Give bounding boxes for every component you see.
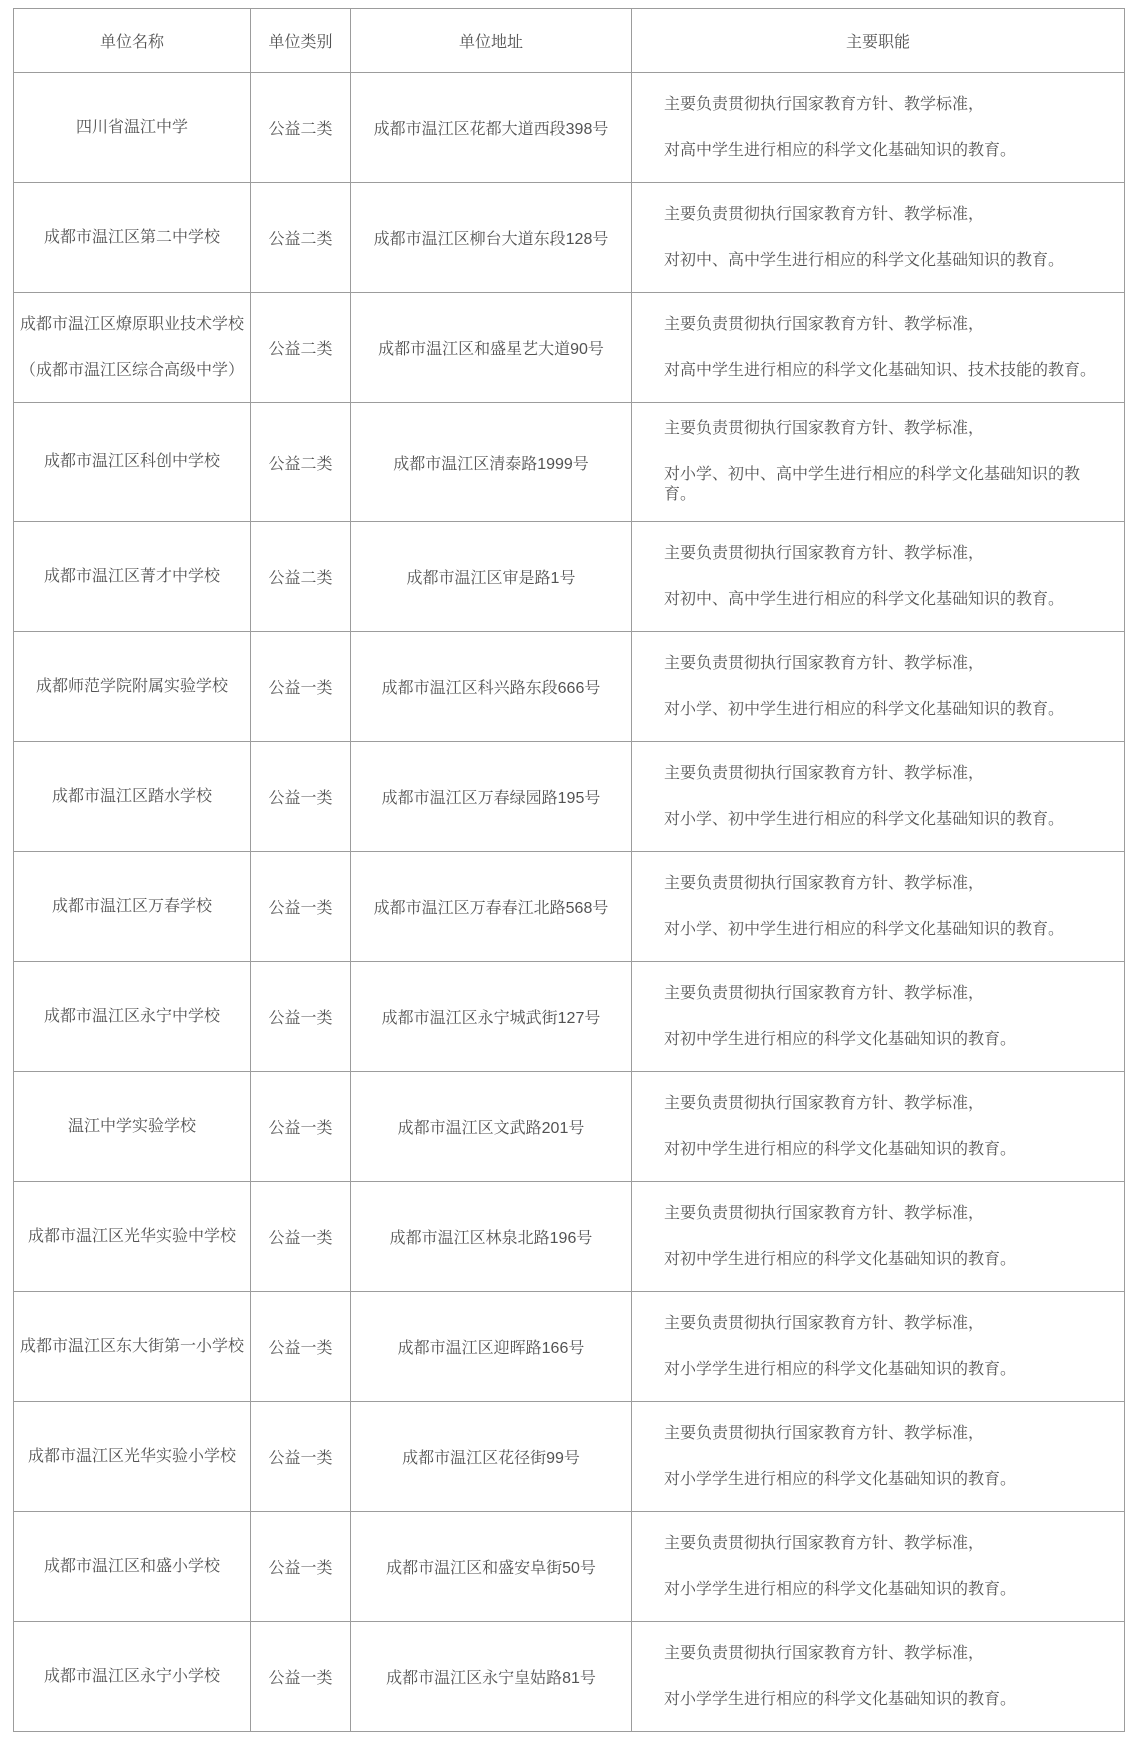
text-line: 成都师范学院附属实验学校 bbox=[35, 677, 228, 695]
unit-name-cell bbox=[14, 1512, 251, 1622]
main-functions-cell bbox=[632, 1072, 1125, 1182]
main-functions-cell bbox=[632, 293, 1125, 403]
table-row bbox=[14, 1402, 1125, 1512]
unit-address-cell: 成都市温江区万春绿园路195号 bbox=[351, 742, 632, 852]
unit-category-cell: 公益一类 bbox=[251, 1182, 351, 1292]
unit-name-cell bbox=[14, 1622, 251, 1732]
unit-name-cell bbox=[14, 1072, 251, 1182]
table-body bbox=[14, 73, 1125, 1732]
header-main-functions: 主要职能 bbox=[632, 9, 1125, 73]
unit-category-cell: 公益一类 bbox=[251, 1072, 351, 1182]
header-row bbox=[14, 9, 1125, 73]
table-row bbox=[14, 1512, 1125, 1622]
table-header bbox=[14, 9, 1125, 73]
unit-name-cell bbox=[14, 1292, 251, 1402]
text-line: 成都市温江区光华实验中学校 bbox=[27, 1227, 236, 1245]
text-line: 成都市温江区燎原职业技术学校 bbox=[20, 315, 245, 333]
unit-name-cell bbox=[14, 293, 251, 403]
text-line: 成都市温江区万春学校 bbox=[51, 897, 212, 915]
unit-category-cell: 公益一类 bbox=[251, 632, 351, 742]
text-line: 主要负责贯彻执行国家教育方针、教学标准， bbox=[664, 1094, 985, 1112]
main-functions-cell bbox=[632, 742, 1125, 852]
unit-address-cell: 成都市温江区迎晖路166号 bbox=[351, 1292, 632, 1402]
text-line: 主要负责贯彻执行国家教育方针、教学标准， bbox=[664, 1424, 985, 1442]
unit-name-cell bbox=[14, 73, 251, 183]
unit-address-cell: 成都市温江区万春春江北路568号 bbox=[351, 852, 632, 962]
main-functions-cell bbox=[632, 632, 1125, 742]
text-line: 主要负责贯彻执行国家教育方针、教学标准， bbox=[664, 654, 985, 672]
text-line: 主要负责贯彻执行国家教育方针、教学标准， bbox=[664, 420, 985, 437]
text-line: 主要负责贯彻执行国家教育方针、教学标准， bbox=[664, 1534, 985, 1552]
table-row bbox=[14, 293, 1125, 403]
text-line: 对初中学生进行相应的科学文化基础知识的教育。 bbox=[664, 1140, 1017, 1158]
unit-category-cell: 公益二类 bbox=[251, 183, 351, 293]
table-row bbox=[14, 522, 1125, 632]
header-unit-category: 单位类别 bbox=[251, 9, 351, 73]
unit-address-cell: 成都市温江区永宁城武街127号 bbox=[351, 962, 632, 1072]
text-line: 成都市温江区踏水学校 bbox=[51, 787, 212, 805]
text-line: 对小学学生进行相应的科学文化基础知识的教育。 bbox=[664, 1360, 1017, 1378]
main-functions-cell bbox=[632, 403, 1125, 522]
unit-name-cell bbox=[14, 852, 251, 962]
text-line: 对初中、高中学生进行相应的科学文化基础知识的教育。 bbox=[664, 251, 1065, 269]
main-functions-cell bbox=[632, 1182, 1125, 1292]
units-table bbox=[13, 8, 1125, 1732]
text-line: 主要负责贯彻执行国家教育方针、教学标准， bbox=[664, 764, 985, 782]
text-line: 对小学学生进行相应的科学文化基础知识的教育。 bbox=[664, 1470, 1017, 1488]
unit-category-cell: 公益一类 bbox=[251, 1512, 351, 1622]
main-functions-cell bbox=[632, 183, 1125, 293]
table-row bbox=[14, 1072, 1125, 1182]
text-line: 四川省温江中学 bbox=[75, 118, 188, 136]
text-line: 对小学、初中、高中学生进行相应的科学文化基础知识的教育。 bbox=[664, 466, 1081, 503]
text-line: 成都市温江区东大街第一小学校 bbox=[20, 1337, 245, 1355]
table-row bbox=[14, 1182, 1125, 1292]
text-line: 对小学学生进行相应的科学文化基础知识的教育。 bbox=[664, 1690, 1017, 1708]
unit-address-cell: 成都市温江区永宁皇姑路81号 bbox=[351, 1622, 632, 1732]
unit-name-cell bbox=[14, 962, 251, 1072]
table-row bbox=[14, 183, 1125, 293]
unit-address-cell: 成都市温江区花径街99号 bbox=[351, 1402, 632, 1512]
table-row bbox=[14, 962, 1125, 1072]
main-functions-cell bbox=[632, 1512, 1125, 1622]
main-functions-cell bbox=[632, 852, 1125, 962]
main-functions-cell bbox=[632, 1402, 1125, 1512]
unit-name-cell bbox=[14, 742, 251, 852]
main-functions-cell bbox=[632, 73, 1125, 183]
table-row bbox=[14, 1622, 1125, 1732]
unit-name-cell bbox=[14, 1402, 251, 1512]
text-line: 主要负责贯彻执行国家教育方针、教学标准， bbox=[664, 544, 985, 562]
header-unit-address: 单位地址 bbox=[351, 9, 632, 73]
unit-name-cell bbox=[14, 632, 251, 742]
unit-category-cell: 公益一类 bbox=[251, 1622, 351, 1732]
text-line: 对高中学生进行相应的科学文化基础知识的教育。 bbox=[664, 141, 1017, 159]
table-row bbox=[14, 1292, 1125, 1402]
main-functions-cell bbox=[632, 962, 1125, 1072]
unit-address-cell: 成都市温江区科兴路东段666号 bbox=[351, 632, 632, 742]
text-line: 主要负责贯彻执行国家教育方针、教学标准， bbox=[664, 315, 985, 333]
text-line: 对小学学生进行相应的科学文化基础知识的教育。 bbox=[664, 1580, 1017, 1598]
text-line: 成都市温江区永宁小学校 bbox=[43, 1667, 220, 1685]
unit-name-cell bbox=[14, 403, 251, 522]
text-line: 对小学、初中学生进行相应的科学文化基础知识的教育。 bbox=[664, 920, 1065, 938]
text-line: （成都市温江区综合高级中学） bbox=[20, 361, 245, 379]
unit-address-cell: 成都市温江区柳台大道东段128号 bbox=[351, 183, 632, 293]
text-line: 成都市温江区光华实验小学校 bbox=[27, 1447, 236, 1465]
text-line: 对初中学生进行相应的科学文化基础知识的教育。 bbox=[664, 1030, 1017, 1048]
text-line: 成都市温江区第二中学校 bbox=[43, 228, 220, 246]
unit-category-cell: 公益一类 bbox=[251, 852, 351, 962]
unit-name-cell bbox=[14, 1182, 251, 1292]
header-unit-name: 单位名称 bbox=[14, 9, 251, 73]
text-line: 主要负责贯彻执行国家教育方针、教学标准， bbox=[664, 1204, 985, 1222]
text-line: 对初中学生进行相应的科学文化基础知识的教育。 bbox=[664, 1250, 1017, 1268]
text-line: 成都市温江区和盛小学校 bbox=[43, 1557, 220, 1575]
unit-category-cell: 公益二类 bbox=[251, 293, 351, 403]
unit-address-cell: 成都市温江区文武路201号 bbox=[351, 1072, 632, 1182]
unit-name-cell bbox=[14, 522, 251, 632]
text-line: 对初中、高中学生进行相应的科学文化基础知识的教育。 bbox=[664, 590, 1065, 608]
text-line: 温江中学实验学校 bbox=[67, 1117, 196, 1135]
unit-category-cell: 公益二类 bbox=[251, 522, 351, 632]
unit-address-cell: 成都市温江区清泰路1999号 bbox=[351, 403, 632, 522]
text-line: 主要负责贯彻执行国家教育方针、教学标准， bbox=[664, 984, 985, 1002]
text-line: 主要负责贯彻执行国家教育方针、教学标准， bbox=[664, 874, 985, 892]
text-line: 主要负责贯彻执行国家教育方针、教学标准， bbox=[664, 1314, 985, 1332]
unit-address-cell: 成都市温江区和盛安阜街50号 bbox=[351, 1512, 632, 1622]
unit-category-cell: 公益二类 bbox=[251, 403, 351, 522]
text-line: 成都市温江区永宁中学校 bbox=[43, 1007, 220, 1025]
unit-address-cell: 成都市温江区和盛星艺大道90号 bbox=[351, 293, 632, 403]
text-line: 成都市温江区科创中学校 bbox=[43, 453, 220, 470]
unit-address-cell: 成都市温江区花都大道西段398号 bbox=[351, 73, 632, 183]
unit-category-cell: 公益一类 bbox=[251, 962, 351, 1072]
table-row bbox=[14, 73, 1125, 183]
table-row bbox=[14, 632, 1125, 742]
text-line: 对高中学生进行相应的科学文化基础知识、技术技能的教育。 bbox=[664, 361, 1097, 379]
unit-address-cell: 成都市温江区林泉北路196号 bbox=[351, 1182, 632, 1292]
main-functions-cell bbox=[632, 1622, 1125, 1732]
text-line: 主要负责贯彻执行国家教育方针、教学标准， bbox=[664, 95, 985, 113]
unit-category-cell: 公益一类 bbox=[251, 1402, 351, 1512]
main-functions-cell bbox=[632, 522, 1125, 632]
table-row bbox=[14, 403, 1125, 522]
text-line: 成都市温江区菁才中学校 bbox=[43, 567, 220, 585]
table-row bbox=[14, 852, 1125, 962]
unit-name-cell bbox=[14, 183, 251, 293]
unit-category-cell: 公益一类 bbox=[251, 1292, 351, 1402]
text-line: 对小学、初中学生进行相应的科学文化基础知识的教育。 bbox=[664, 700, 1065, 718]
unit-category-cell: 公益一类 bbox=[251, 742, 351, 852]
text-line: 主要负责贯彻执行国家教育方针、教学标准， bbox=[664, 1644, 985, 1662]
text-line: 对小学、初中学生进行相应的科学文化基础知识的教育。 bbox=[664, 810, 1065, 828]
main-functions-cell bbox=[632, 1292, 1125, 1402]
table-row bbox=[14, 742, 1125, 852]
unit-category-cell: 公益二类 bbox=[251, 73, 351, 183]
unit-address-cell: 成都市温江区审是路1号 bbox=[351, 522, 632, 632]
text-line: 主要负责贯彻执行国家教育方针、教学标准， bbox=[664, 205, 985, 223]
